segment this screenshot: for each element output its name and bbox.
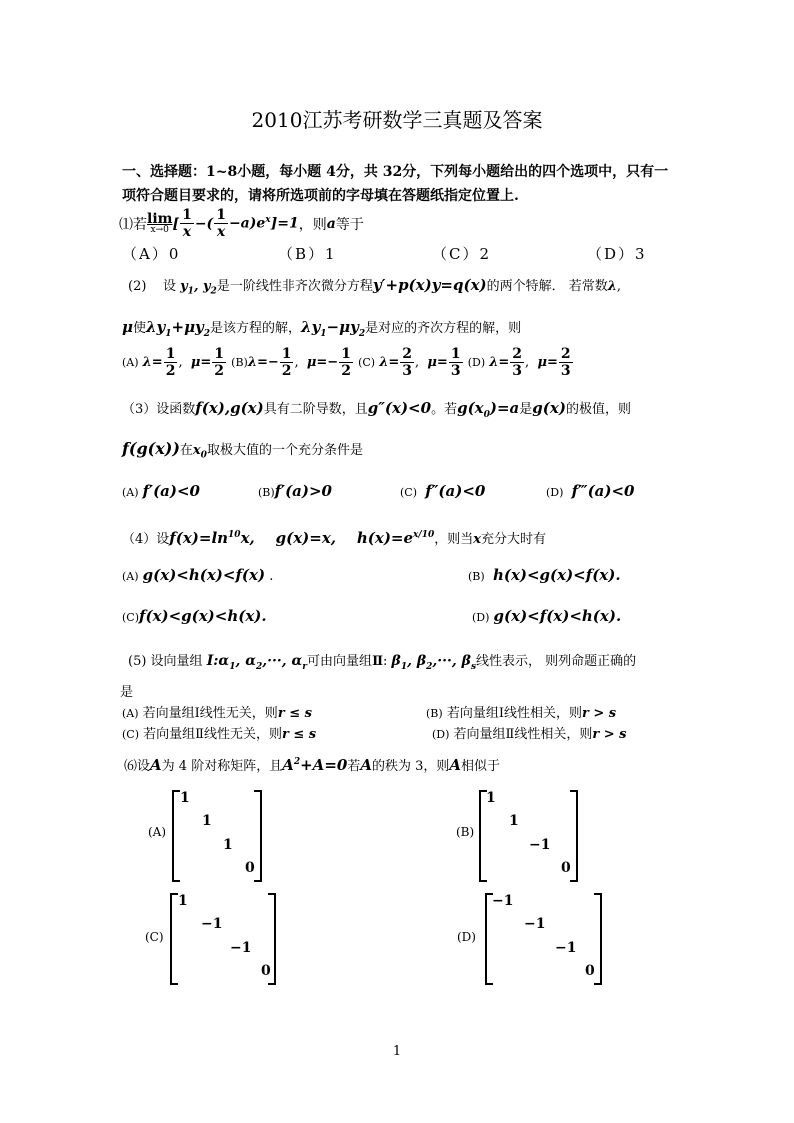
section-heading-line1: 一、选择题：1~8小题，每小题 4分，共 32分，下列每小题给出的四个选项中，只有一 bbox=[122, 164, 669, 180]
matrix-a-label: (A) bbox=[148, 825, 167, 839]
q1-option-b: （B）1 bbox=[278, 245, 337, 263]
matrix-d-entry-2: −1 bbox=[524, 916, 546, 932]
q3-option-b: (B)f′(a)>0 bbox=[258, 482, 332, 500]
q1-option-a: （A）0 bbox=[122, 245, 181, 263]
q5-option-d: (D) 若向量组Ⅱ线性相关，则r > s bbox=[432, 727, 627, 742]
q3-option-c: (C) f″(a)<0 bbox=[400, 482, 486, 500]
question-3-line2: f(g(x))在$x_0$取极大值的一个充分条件是 bbox=[122, 439, 363, 461]
matrix-a-entry-4: 0 bbox=[245, 860, 255, 876]
q4-option-a: (A) g(x)<h(x)<f(x) . bbox=[122, 566, 274, 584]
matrix-c-entry-4: 0 bbox=[261, 963, 271, 979]
matrix-a-entry-1: 1 bbox=[180, 790, 190, 806]
q3-option-d: (D) f‴(a)<0 bbox=[546, 482, 635, 500]
question-5-line1: (5) 设向量组 $I:\alpha_1$, $\alpha_2,\cdot\cdot\cdot$, $\alpha_r$可由向量组Ⅱ: $\beta_1$, $\beta_2,\cdot\cdot\cdot$, $\beta_s$线性表示， 则列命题正确的 bbox=[128, 653, 637, 672]
q3-option-a: (A) f′(a)<0 bbox=[122, 482, 200, 500]
q4-option-d: (D) g(x)<f(x)<h(x). bbox=[472, 607, 622, 625]
q5-option-a: (A) 若向量组Ⅰ线性无关，则r ≤ s bbox=[122, 706, 312, 721]
matrix-c-entry-2: −1 bbox=[201, 916, 223, 932]
matrix-c-label: (C) bbox=[145, 930, 164, 944]
page-number: 1 bbox=[392, 1044, 402, 1059]
q4-option-b: (B) h(x)<g(x)<f(x). bbox=[468, 566, 621, 584]
question-6: ⑹设A为 4 阶对称矩阵，且$A^2+A=0$若A的秩为 3，则A相似于 bbox=[124, 756, 501, 774]
matrix-b-entry-1: 1 bbox=[486, 790, 496, 806]
section-heading-line2: 项符合题目要求的，请将所选项前的字母填在答题纸指定位置上. bbox=[122, 188, 519, 204]
question-2-line1: (2) 设 $y_1$, $y_2$是一阶线性非齐次微分方程y′+p(x)y=q(x)的两个特解． 若常数λ, bbox=[128, 276, 622, 297]
q2-options: (A) λ= $\frac{1}{2}$ , μ= $\frac{1}{2}$ (B) λ=− $\frac{1}{2}$ , μ=− $\frac{1}{2}$ (C) λ= $\frac{2}{3}$ , μ= $\frac{1}{3}$ (D) λ= $\frac{2}{3}$ , μ= $\frac{2}{3}$ bbox=[122, 346, 571, 379]
matrix-c-left-bracket bbox=[170, 893, 178, 985]
question-4: （4）设$f(x)=\ln^{10}x$, g(x)=x, $h(x)=e^{x/10}$，则当x充分大时有 bbox=[122, 529, 547, 547]
q4-option-c: (C)f(x)<g(x)<h(x). bbox=[122, 607, 267, 625]
matrix-d-right-bracket bbox=[594, 893, 602, 985]
matrix-a-right-bracket bbox=[254, 790, 262, 882]
matrix-b-entry-2: 1 bbox=[509, 813, 519, 829]
q1-option-c: （C）2 bbox=[432, 245, 492, 263]
matrix-c-entry-3: −1 bbox=[230, 940, 252, 956]
matrix-b-entry-4: 0 bbox=[561, 860, 571, 876]
matrix-d-label: (D) bbox=[457, 930, 476, 944]
matrix-d-entry-1: −1 bbox=[492, 893, 514, 909]
question-3-line1: （3）设函数f(x),g(x)具有二阶导数，且g″(x)<0。若$g(x_0)=a$是g(x)的极值，则 bbox=[122, 399, 631, 420]
matrix-d-entry-4: 0 bbox=[585, 963, 595, 979]
q1-option-d: （D）3 bbox=[587, 245, 647, 263]
q5-option-c: (C) 若向量组Ⅱ线性无关，则r ≤ s bbox=[122, 727, 317, 742]
matrix-a-entry-3: 1 bbox=[223, 837, 233, 853]
q1-limit: lim x→0 bbox=[147, 211, 173, 235]
question-5-line2: 是 bbox=[120, 685, 134, 700]
matrix-a-entry-2: 1 bbox=[202, 813, 212, 829]
page-title: 2010江苏考研数学三真题及答案 bbox=[251, 108, 543, 132]
q1-number: ⑴若 bbox=[119, 216, 147, 233]
question-1: ⑴若 lim x→0 [ $\frac{1}{x}$ −( $\frac{1}{x}$ $-a)e^x]=1$ ，则 a 等于 bbox=[119, 207, 364, 240]
matrix-b-right-bracket bbox=[570, 790, 578, 882]
matrix-b-label: (B) bbox=[456, 825, 475, 839]
matrix-a-left-bracket bbox=[172, 790, 180, 882]
matrix-c-entry-1: 1 bbox=[178, 893, 188, 909]
q5-option-b: (B) 若向量组Ⅰ线性相关，则r > s bbox=[426, 706, 617, 721]
matrix-b-entry-3: −1 bbox=[529, 837, 551, 853]
question-2-line2: μ使$\lambda y_1+\mu y_2$是该方程的解，$\lambda y_1-\mu y_2$是对应的齐次方程的解，则 bbox=[122, 318, 522, 339]
matrix-d-entry-3: −1 bbox=[555, 940, 577, 956]
